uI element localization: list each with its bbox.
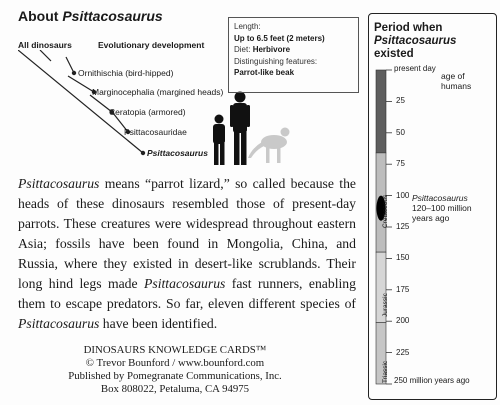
- timeline-tick-label: 225: [396, 347, 410, 357]
- clade-psittacosauridae: Psittacosauridae: [124, 127, 187, 137]
- timeline-tick-label: 175: [396, 284, 410, 294]
- clade-ornithischia: Ornithischia (bird-hipped): [78, 68, 174, 78]
- features-label: Distinguishing features:: [234, 56, 318, 66]
- evolutionary-tree-diagram: [18, 50, 208, 160]
- clade-marginocephalia: Marginocephalia (margined heads): [92, 87, 224, 97]
- period-label-jurassic: Jurassic: [382, 293, 389, 317]
- period-label-cretaceous: Cretaceous: [382, 194, 389, 228]
- facts-box: [228, 17, 359, 93]
- tree-branch-1: [40, 50, 51, 61]
- title-prefix: About: [18, 8, 63, 24]
- diet-value: Herbivore: [252, 45, 291, 54]
- period-label-triassic: Triassic: [382, 360, 389, 383]
- psittacosaurus-range-label: Psittacosaurus 120–100 million years ago: [412, 193, 472, 223]
- psittacosaurus-silhouette: [248, 128, 290, 164]
- timeline-tick-label: 100: [396, 190, 410, 200]
- title-species-name: Psittacosaurus: [62, 8, 163, 24]
- footer-copyright: © Trevor Bounford / www.bounford.com: [85, 357, 265, 369]
- footer-publisher: Published by Pomegranate Communications, Inc.: [68, 370, 282, 382]
- timeline-tick-label: 25: [396, 96, 405, 106]
- tree-header-all-dinosaurs: All dinosaurs: [18, 40, 72, 50]
- timeline-tick-label: 75: [396, 159, 405, 169]
- diet-label: Diet:: [234, 45, 251, 54]
- card-title: [18, 8, 163, 24]
- clade-ceratopia: Ceratopia (armored): [109, 107, 186, 117]
- period-title: Period when Psittacosaurus existed: [374, 22, 457, 60]
- description-paragraph: Psittacosaurus means “parrot lizard,” so called because the heads of these dinosaurs resembled those of present-day parrots. These creatures were widespread throughout eastern Asia; fossils have been found in Mongolia, China, and Russia, where they existed in desert-like scrublands. Their long hind legs made Psittacosaurus fast runners, enabling them to escape predators. So far, eleven different species of Psittacosaurus have been identified.: [18, 176, 356, 331]
- tree-main-branch: [18, 50, 143, 153]
- timeline-tick-label: 150: [396, 253, 410, 263]
- timeline-bottom-label: 250 million years ago: [394, 376, 470, 385]
- timeline-tick-label: 200: [396, 316, 410, 326]
- length-value: Up to 6.5 feet (2 meters): [234, 33, 325, 43]
- footer-address: Box 808022, Petaluma, CA 94975: [100, 383, 250, 395]
- footer-series: DINOSAURS KNOWLEDGE CARDS™: [83, 344, 267, 356]
- child-silhouette: [213, 115, 225, 166]
- features-value: Parrot-like beak: [234, 68, 295, 77]
- age-of-humans-label: age of humans: [441, 71, 472, 91]
- tree-node-psittacosaurus: [141, 151, 145, 155]
- publisher-footer: [40, 344, 310, 396]
- timeline-tick-label: 50: [396, 127, 405, 137]
- timeline-tick-label: 125: [396, 222, 410, 231]
- clade-psittacosaurus: Psittacosaurus: [147, 148, 208, 158]
- tree-node-ornithischia: [72, 71, 76, 75]
- length-label: Length:: [234, 22, 261, 31]
- cenozoic-band: [376, 70, 386, 153]
- timeline-top-label: present day: [394, 64, 436, 73]
- tree-header-evolutionary-development: Evolutionary development: [98, 40, 205, 50]
- adult-silhouette: [230, 92, 250, 166]
- size-comparison-illustration: [208, 88, 292, 172]
